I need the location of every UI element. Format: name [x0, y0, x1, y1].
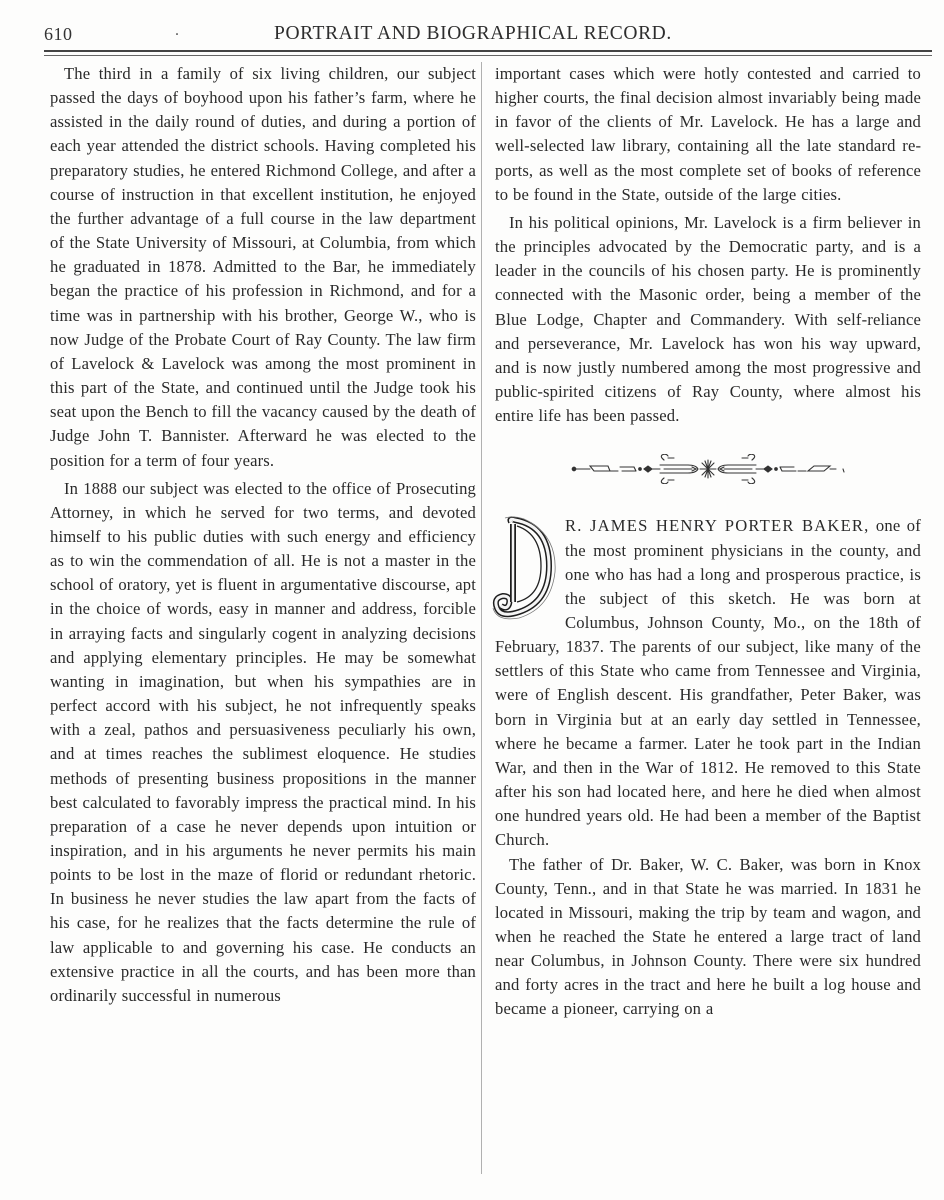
section-ornament-icon	[568, 454, 848, 484]
right-column	[495, 62, 921, 1022]
header-rule-thin	[44, 55, 932, 56]
paragraph: In his political opinions, Mr. Lavelock is a firm believer in the principles advocated by the Democratic party, and is a leader in the councils of his chosen party. He is prominently connected with the Masonic order, being a member of the Blue Lodge, Chapter and Commandery. With self-reliance and perseverance, Mr. Lavelock has won his way upward, and is now justly numbered among the most progressive and public-spirited citizens of Ray County, where almost his entire life has been passed.	[495, 212, 921, 426]
stray-mark: .	[175, 22, 179, 39]
page-number: 610	[44, 24, 73, 44]
paragraph: In 1888 our subject was elected to the office of Prosecuting Attorney, in which he served for two terms, and devoted himself to his public duties with such energy and efficiency as to win the commendation of all. He is not a master in the school of oratory, yet is fluent in argumentative discourse, apt in the choice of words, easy in manner and address, forcible in arraying facts and singularly cogent in analyzing decisions and applying elementary principles. He may be somewhat wanting in imagination, but when his sympathies are in perfect accord with his subject, he not infrequently speaks with a zeal, pathos and persuasiveness peculiarly his own, and at times reaches the sublimest eloquence. He studies methods of presenting business propositions in the manner best calculated to favorably impress the practical mind. In his preparation of a case he never depends upon intuition or inspiration, and in his arguments he never permits his main points to be lost in the maze of florid or redundant rhetoric. In business he never studies the law apart from the facts of his case, for he realizes that the facts determine the rule of law applicable to and governing his case. He conducts an extensive practice in all the courts, and has been more than ordinarily successful in numerous	[50, 478, 476, 1005]
paragraph: The third in a family of six living children, our subject passed the days of boyhood upon his father’s farm, where he assisted in the daily round of duties, and during a portion of each year attended the district schools. Having completed his preparatory studies, he entered Richmond College, and after a course of instruction in that excellent institution, he enjoyed the further advantage of a full course in the law department of the State University of Missouri, at Columbia, from which he graduated in 1878. Admitted to the Bar, he immediately began the practice of his profession in Richmond, and for a time was in partnership with his brother, George W., who is now Judge of the Probate Court of Ray County. The law firm of Lavelock & Lavelock was among the most prominent in this part of the State, and continued until the Judge took his seat upon the Bench to fill the vacancy caused by the death of Judge John T. Bannister. Afterward he was elected to the position for a term of four years.	[50, 64, 476, 470]
running-title: PORTRAIT AND BIOGRAPHICAL RECORD.	[274, 23, 672, 44]
header-rule-thick	[44, 50, 932, 52]
left-column	[50, 62, 476, 1008]
article-lead-in: R. JAMES HENRY PORTER BAKER,	[565, 516, 870, 536]
column-divider	[481, 62, 482, 1174]
running-head	[44, 22, 926, 48]
continued-paragraph: important cases which were hotly contested and carried to higher courts, the final decision almost invariably being made in favor of the clients of Mr. Lavelock. He has a large and well-selected law library, containing all the late standard reports, as well as the most complete set of books of reference to be found in the State, outside of the large cities.	[495, 64, 921, 204]
article-first-paragraph-text: one of the most prominent physicians in the county, and one who has had a long and prosperous practice, is the subject of this sketch. He was born at Columbus, Johnson County, Mo., on the 18th of February, 1837. The parents of our subject, like many of the settlers of this State who came from Tennessee and Virginia, were of English descent. His grandfather, Peter Baker, was born in Virginia but at an early day settled in Tennessee, where he became a farmer. Later he took part in the Indian War, and then in the War of 1812. He removed to this State after his son had located here, and here he died when almost one hundred years old. He had been a member of the Baptist Church.	[495, 516, 921, 850]
drop-cap-d-icon	[489, 516, 559, 620]
paragraph: The father of Dr. Baker, W. C. Baker, was born in Knox County, Tenn., and in that State he was married. In 1831 he located in Missouri, making the trip by team and wagon, and when he reached the State he entered a large tract of land near Columbus, in Johnson County. There were six hundred and forty acres in the tract and here he built a log house and became a pioneer, carrying on a	[495, 854, 921, 1019]
article-start	[495, 514, 921, 1021]
